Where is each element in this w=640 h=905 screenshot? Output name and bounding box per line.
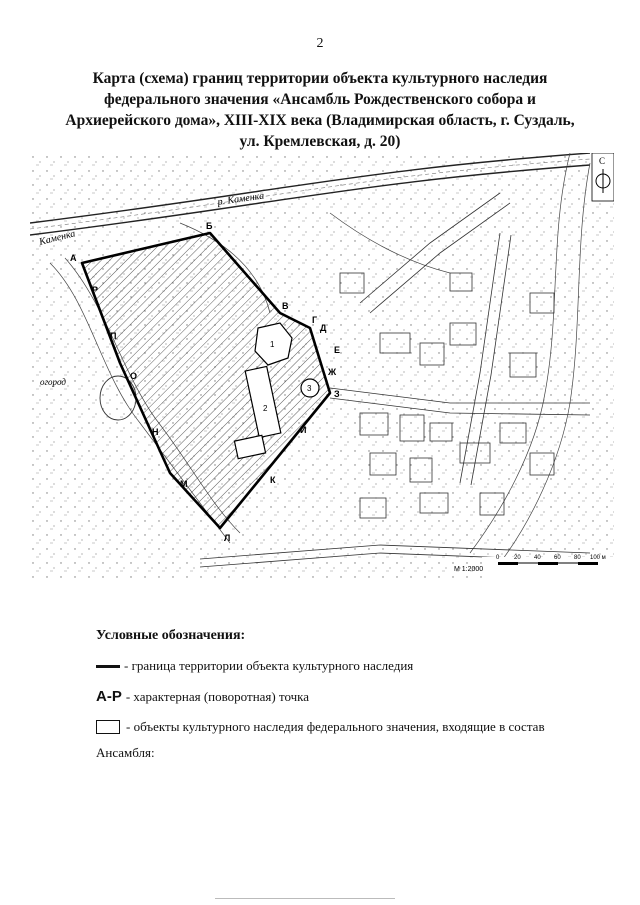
object-3-label: 3: [307, 384, 312, 393]
point-l: Л: [224, 533, 231, 543]
point-n: Н: [152, 427, 159, 437]
legend-object-text: - объекты культурного наследия федерального значения, входящие в состав: [126, 719, 545, 734]
scale-tick-40: 40: [534, 555, 541, 561]
point-g: Г: [312, 315, 318, 325]
scale-tick-20: 20: [514, 555, 521, 561]
point-z: З: [334, 389, 340, 399]
title-line-3: Архиерейского дома», XIII-XIX века (Владимирская область, г. Суздаль,: [65, 112, 575, 129]
legend-point-text: - характерная (поворотная) точка: [125, 688, 310, 704]
river-label: р. Каменка: [216, 190, 265, 208]
boundary-map: [30, 153, 614, 579]
object-1-label: 1: [270, 340, 275, 349]
legend: [96, 628, 596, 761]
point-r: Р: [92, 285, 99, 295]
object-2-label: 2: [263, 404, 268, 413]
document-title: [60, 68, 580, 152]
title-line-4: ул. Кремлевская, д. 20): [239, 133, 401, 150]
north-label: С: [599, 156, 606, 166]
point-zh: Ж: [328, 367, 337, 377]
legend-point-row: [96, 688, 596, 705]
legend-title: Условные обозначения:: [96, 628, 246, 643]
boundary-line-icon: [96, 665, 120, 668]
legend-boundary-text: - граница территории объекта культурного наследия: [124, 658, 414, 673]
garden-label: огород: [40, 377, 66, 387]
legend-object-row: [96, 719, 596, 735]
point-a: А: [70, 253, 77, 263]
title-line-1: Карта (схема) границ территории объекта культурного наследия: [92, 70, 548, 87]
legend-object-text-cont: Ансамбля:: [96, 745, 155, 760]
scale-tick-60: 60: [554, 555, 561, 561]
object-box-icon: [96, 720, 120, 734]
point-d: Д: [320, 323, 327, 333]
point-e: Е: [334, 345, 341, 355]
scale-tick-80: 80: [574, 555, 581, 561]
point-o: О: [130, 371, 138, 381]
scale-tick-100: 100 м: [590, 555, 606, 561]
scale-label: М 1:2000: [454, 566, 484, 573]
point-m: М: [180, 479, 188, 489]
point-k: К: [270, 475, 276, 485]
bottom-rule: [215, 898, 395, 899]
page-number: 2: [316, 36, 324, 51]
scale-tick-0: 0: [496, 555, 500, 561]
legend-boundary-row: [96, 658, 596, 674]
north-arrow: [592, 153, 614, 201]
point-v: В: [282, 301, 289, 311]
river-label-left: Каменка: [38, 228, 77, 248]
title-line-2: федерального значения «Ансамбль Рождественского собора и: [104, 91, 536, 108]
point-i: И: [300, 425, 307, 435]
legend-point-symbol: А-Р: [96, 688, 122, 705]
point-p: П: [110, 331, 117, 341]
point-b: Б: [206, 221, 213, 231]
